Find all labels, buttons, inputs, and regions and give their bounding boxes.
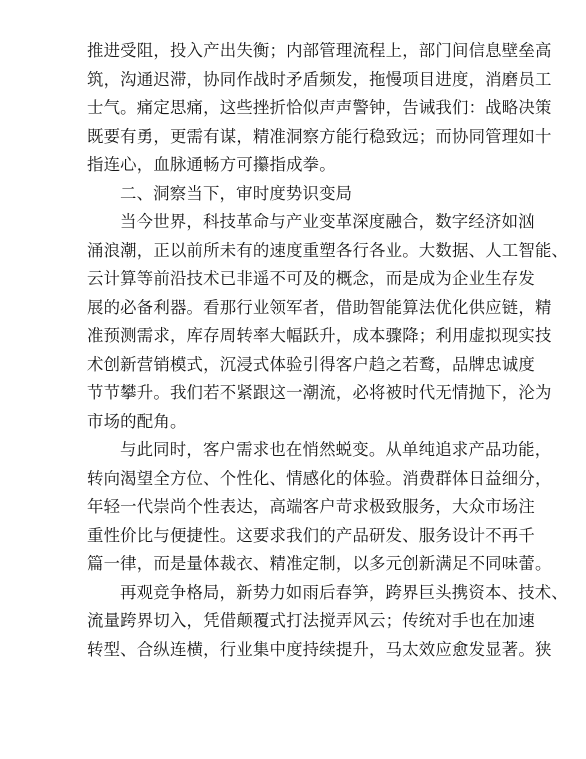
section-heading: 二、洞察当下，审时度势识变局	[120, 184, 353, 203]
paragraph-line: 与此同时，客户需求也在悄然蜕变。从单纯追求产品功能，	[120, 440, 552, 459]
paragraph-line: 转型、合纵连横，行业集中度持续提升，马太效应愈发显著。狭	[87, 640, 552, 659]
paragraph-line: 展的必备利器。看那行业领军者，借助智能算法优化供应链，精	[87, 298, 552, 317]
paragraph-line: 筑，沟通迟滞，协同作战时矛盾频发，拖慢项目进度，消磨员工	[87, 70, 552, 89]
paragraph-line: 流量跨界切入，凭借颠覆式打法搅弄风云；传统对手也在加速	[87, 611, 535, 630]
paragraph-line: 推进受阻，投入产出失衡；内部管理流程上，部门间信息壁垒高	[87, 41, 552, 60]
paragraph-line: 年轻一代崇尚个性表达，高端客户苛求极致服务，大众市场注	[87, 497, 535, 516]
paragraph-line: 术创新营销模式，沉浸式体验引得客户趋之若鹜，品牌忠诚度	[87, 355, 535, 374]
paragraph-line: 涌浪潮，正以前所未有的速度重塑各行各业。大数据、人工智能、	[87, 241, 569, 260]
paragraph-line: 市场的配角。	[87, 412, 187, 431]
paragraph-line: 既要有勇，更需有谋，精准洞察方能行稳致远；而协同管理如十	[87, 127, 552, 146]
paragraph-line: 准预测需求，库存周转率大幅跃升，成本骤降；利用虚拟现实技	[87, 326, 552, 345]
paragraph-line: 云计算等前沿技术已非遥不可及的概念，而是成为企业生存发	[87, 269, 535, 288]
paragraph-line: 转向渴望全方位、个性化、情感化的体验。消费群体日益细分，	[87, 469, 552, 488]
paragraph-line: 当今世界，科技革命与产业变革深度融合，数字经济如汹	[120, 212, 535, 231]
paragraph-line: 士气。痛定思痛，这些挫折恰似声声警钟，告诫我们：战略决策	[87, 98, 552, 117]
paragraph-line: 再观竞争格局，新势力如雨后春笋，跨界巨头携资本、技术、	[120, 583, 568, 602]
paragraph-line: 节节攀升。我们若不紧跟这一潮流，必将被时代无情抛下，沦为	[87, 383, 552, 402]
paragraph-line: 篇一律，而是量体裁衣、精准定制，以多元创新满足不同味蕾。	[87, 554, 552, 573]
paragraph-line: 重性价比与便捷性。这要求我们的产品研发、服务设计不再千	[87, 526, 535, 545]
paragraph-line: 指连心，血脉通畅方可攥指成拳。	[87, 155, 336, 174]
